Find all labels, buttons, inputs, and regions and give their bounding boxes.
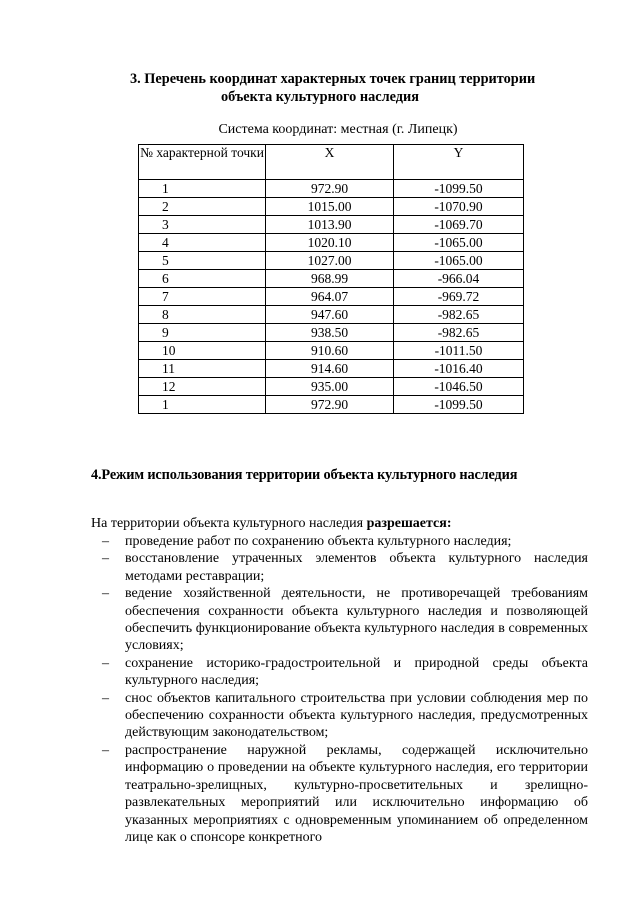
dash-bullet: – (102, 551, 109, 567)
x-cell: 1027.00 (266, 252, 394, 270)
table-row (139, 396, 524, 414)
y-cell: -982.65 (394, 306, 524, 324)
list-item-text: ведение хозяйственной деятельности, не противоречащей требованиям обеспечения сохранности объекта культурного наследия и позволяющей обеспечить функционирование объекта культурного наследия в современных условиях; (125, 586, 588, 654)
dash-bullet: – (102, 534, 109, 549)
table-row (139, 180, 524, 198)
y-cell: -966.04 (394, 270, 524, 288)
list-item-text: проведение работ по сохранению объекта культурного наследия; (125, 534, 512, 549)
column-header-x: X (266, 145, 394, 180)
y-cell: -1016.40 (394, 360, 524, 378)
point-number-cell: 2 (139, 198, 266, 216)
y-cell: -1069.70 (394, 216, 524, 234)
point-number-cell: 8 (139, 306, 266, 324)
dash-bullet: – (102, 742, 109, 758)
section-3-title-line-1: 3. Перечень координат характерных точек границ территории (130, 71, 536, 87)
dash-bullet: – (102, 586, 109, 602)
point-number-cell: 7 (139, 288, 266, 306)
table-row (139, 216, 524, 234)
point-number-cell: 10 (139, 342, 266, 360)
x-cell: 972.90 (266, 180, 394, 198)
x-cell: 935.00 (266, 378, 394, 396)
point-number-cell: 5 (139, 252, 266, 270)
table-row (139, 198, 524, 216)
coordinates-table (138, 144, 524, 414)
table-row (139, 378, 524, 396)
point-number-cell: 1 (139, 180, 266, 198)
x-cell: 1013.90 (266, 216, 394, 234)
section-4-title: 4.Режим использования территории объекта культурного наследия (91, 467, 518, 483)
list-item-text: распространение наружной рекламы, содержащей исключительно информацию о проведении на объекте культурного наследия, его территории театрально-зрелищных, культурно-просветительных и зрелищно-развлекательных мероприятий или исключительно информацию об указанных мероприятиях с одновременным упоминанием об определенном лице как о спонсоре конкретного (125, 742, 588, 845)
list-item (102, 690, 588, 742)
point-number-cell: 9 (139, 324, 266, 342)
section-3-title-line-2: объекта культурного наследия (221, 89, 419, 105)
table-row (139, 270, 524, 288)
dash-bullet: – (102, 690, 109, 706)
table-row (139, 306, 524, 324)
table-row (139, 324, 524, 342)
column-header-y: Y (394, 145, 524, 180)
point-number-cell: 1 (139, 396, 266, 414)
column-header-point-number: № характерной точки (139, 145, 266, 180)
point-number-cell: 4 (139, 234, 266, 252)
point-number-cell: 12 (139, 378, 266, 396)
list-item-text: снос объектов капитального строительства при условии соблюдения мер по обеспечению сохранности объекта культурного наследия, предусмотренных действующим законодательством; (125, 690, 588, 741)
point-number-cell: 3 (139, 216, 266, 234)
x-cell: 964.07 (266, 288, 394, 306)
x-cell: 947.60 (266, 306, 394, 324)
list-item-text: восстановление утраченных элементов объекта культурного наследия методами реставрации; (125, 551, 588, 584)
permitted-intro (91, 515, 452, 533)
y-cell: -1046.50 (394, 378, 524, 396)
dash-bullet: – (102, 655, 109, 671)
intro-text: На территории объекта культурного наследия (91, 516, 367, 531)
y-cell: -1070.90 (394, 198, 524, 216)
permitted-activities-list (102, 533, 588, 846)
y-cell: -982.65 (394, 324, 524, 342)
list-item (102, 742, 588, 846)
y-cell: -969.72 (394, 288, 524, 306)
y-cell: -1099.50 (394, 396, 524, 414)
x-cell: 968.99 (266, 270, 394, 288)
section-3-title (130, 70, 580, 106)
intro-colon: : (446, 516, 452, 531)
y-cell: -1065.00 (394, 234, 524, 252)
x-cell: 1020.10 (266, 234, 394, 252)
x-cell: 1015.00 (266, 198, 394, 216)
table-row (139, 288, 524, 306)
table-row (139, 252, 524, 270)
intro-bold-word: разрешается (366, 516, 447, 531)
x-cell: 972.90 (266, 396, 394, 414)
x-cell: 914.60 (266, 360, 394, 378)
y-cell: -1065.00 (394, 252, 524, 270)
list-item-text: сохранение историко-градостроительной и природной среды объекта культурного наследия; (125, 655, 588, 689)
point-number-cell: 11 (139, 360, 266, 378)
table-row (139, 234, 524, 252)
y-cell: -1011.50 (394, 342, 524, 360)
x-cell: 910.60 (266, 342, 394, 360)
table-row (139, 342, 524, 360)
list-item (102, 533, 588, 550)
table-row (139, 360, 524, 378)
x-cell: 938.50 (266, 324, 394, 342)
list-item (102, 655, 588, 690)
list-item (102, 585, 588, 655)
table-header-row (139, 145, 524, 180)
y-cell: -1099.50 (394, 180, 524, 198)
point-number-cell: 6 (139, 270, 266, 288)
coordinate-system-caption: Система координат: местная (г. Липецк) (218, 122, 458, 137)
list-item (102, 550, 588, 585)
